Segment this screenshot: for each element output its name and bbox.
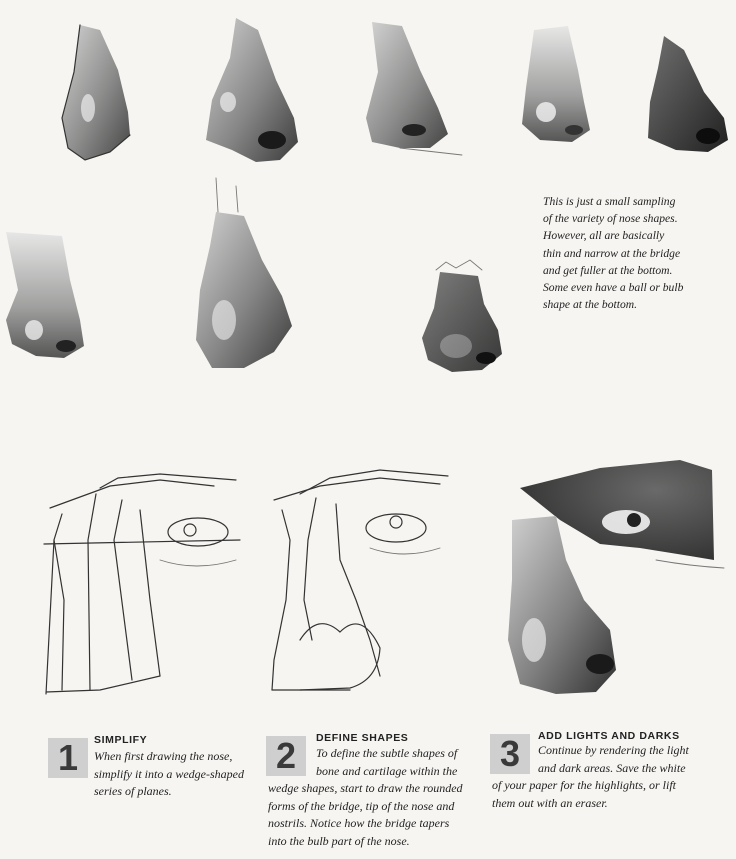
caption-line: This is just a small sampling <box>543 195 676 208</box>
step3-rendered-diagram <box>508 460 724 694</box>
nose-sketch-2 <box>206 18 298 162</box>
step-line: bone and cartilage within the <box>316 763 458 778</box>
step-line: nostrils. Notice how the bridge tapers <box>268 816 450 831</box>
nose-sketch-6 <box>6 232 84 358</box>
step-description <box>492 742 689 812</box>
step-line: When first drawing the nose, <box>94 749 233 763</box>
step-line: simplify it into a wedge-shaped <box>94 766 244 781</box>
caption-line: Some even have a ball or bulb <box>543 281 684 295</box>
step-number-badge: 2 <box>266 736 306 776</box>
step-line: of your paper for the highlights, or lift <box>492 778 677 793</box>
step-description <box>268 745 463 851</box>
step-line: and dark areas. Save the white <box>538 760 686 775</box>
step-line: series of planes. <box>94 784 172 799</box>
caption-line: However, all are basically <box>543 229 665 243</box>
caption-line: shape at the bottom. <box>543 298 638 312</box>
step-line: forms of the bridge, tip of the nose and <box>268 798 455 813</box>
step-number-badge: 1 <box>48 738 88 778</box>
nose-sketch-4 <box>522 26 590 142</box>
caption-line: of the variety of nose shapes. <box>543 212 678 226</box>
step-line: wedge shapes, start to draw the rounded <box>268 781 463 796</box>
step-description <box>94 748 244 801</box>
step-line: Continue by rendering the light <box>538 743 689 757</box>
step-title: DEFINE SHAPES <box>316 732 409 744</box>
caption-line: thin and narrow at the bridge <box>543 246 681 260</box>
nose-sketch-5 <box>648 36 728 152</box>
nose-sketch-1 <box>62 25 130 160</box>
step1-wedge-diagram <box>44 474 240 694</box>
step2-shapes-diagram <box>272 470 448 690</box>
nose-sketch-3 <box>366 22 462 155</box>
step-number-badge: 3 <box>490 734 530 774</box>
caption-line: and get fuller at the bottom. <box>543 263 673 277</box>
step-line: them out with an eraser. <box>492 795 608 810</box>
intro-caption <box>543 193 721 313</box>
step-line: To define the subtle shapes of <box>316 746 458 760</box>
nose-sketch-8 <box>422 260 502 372</box>
step-title: SIMPLIFY <box>94 734 148 746</box>
nose-sketch-7 <box>196 178 292 368</box>
step-line: into the bulb part of the nose. <box>268 833 410 848</box>
step-title: ADD LIGHTS AND DARKS <box>538 730 680 742</box>
